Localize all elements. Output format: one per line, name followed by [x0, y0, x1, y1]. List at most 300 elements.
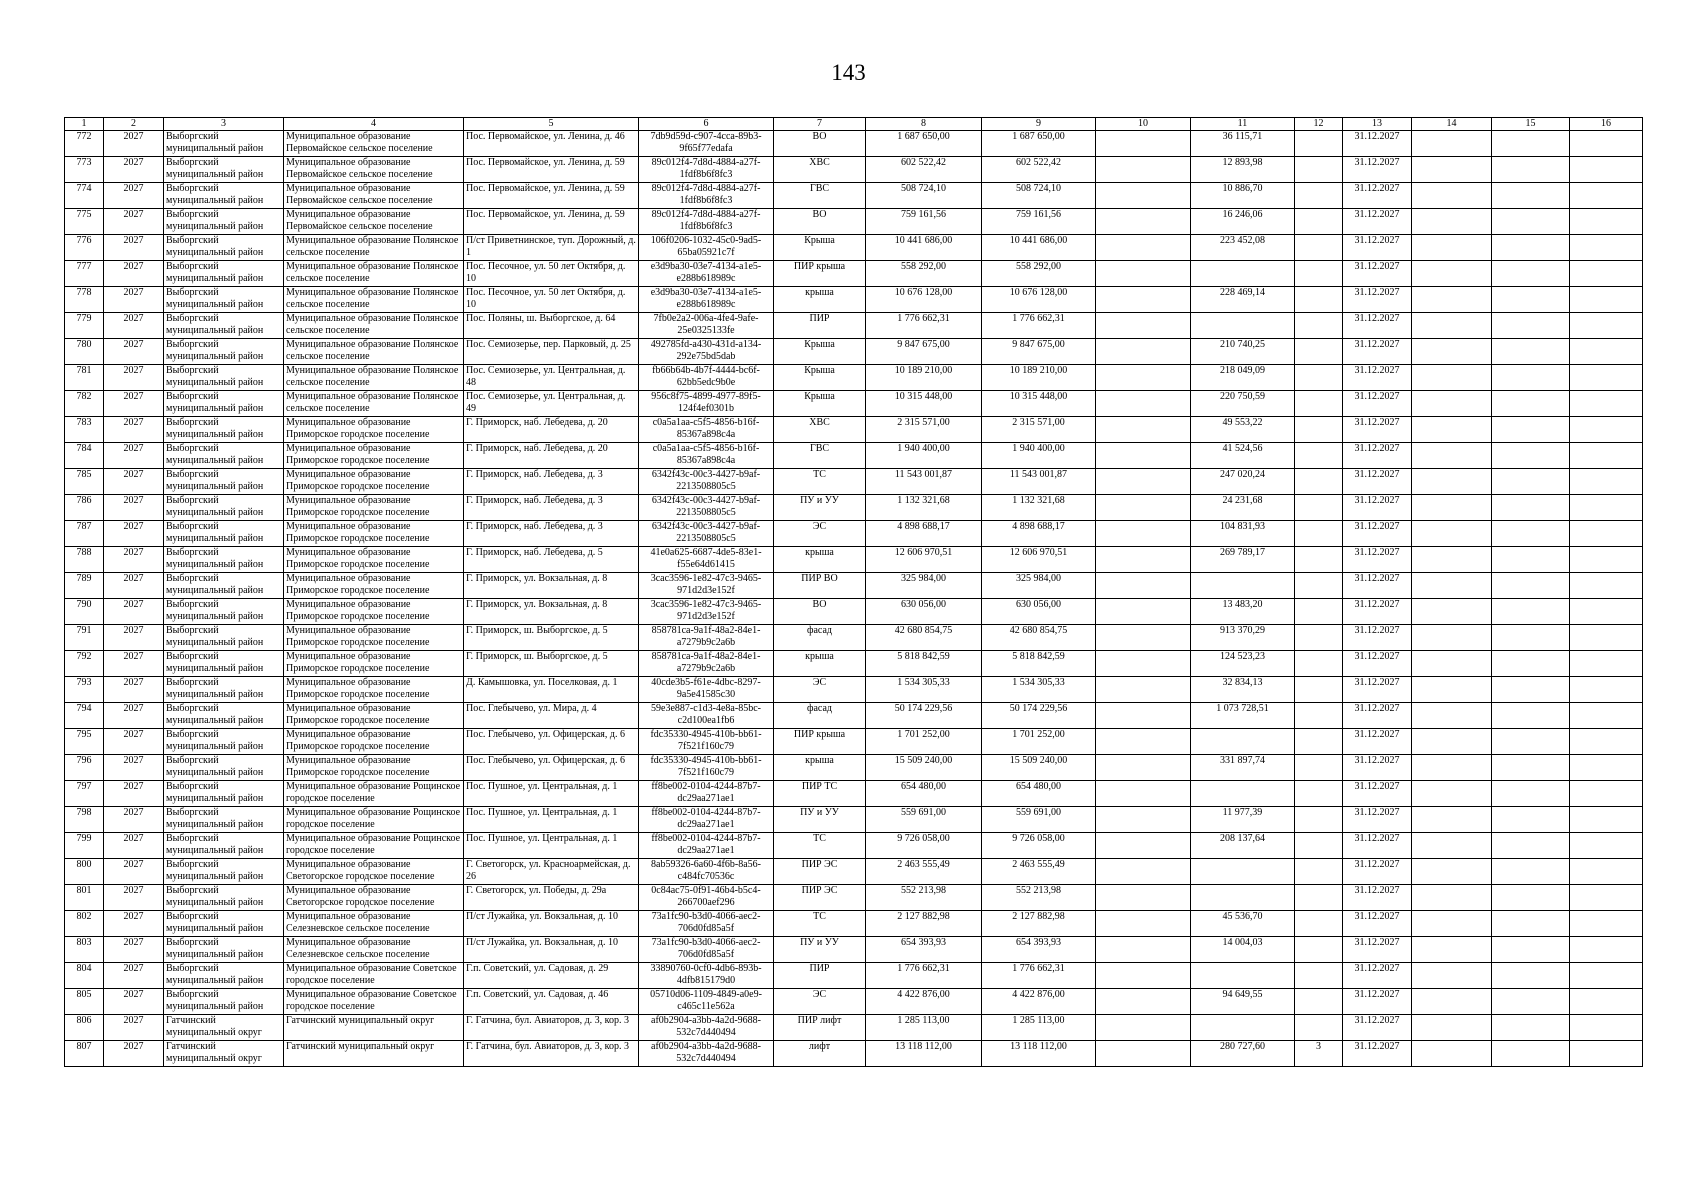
table-cell: [1412, 573, 1492, 599]
table-cell: [1570, 573, 1643, 599]
table-cell: Выборгский муниципальный район: [164, 573, 284, 599]
table-row: [65, 157, 1643, 183]
table-cell: [1412, 963, 1492, 989]
table-cell: Муниципальное образование Полянское сельское поселение: [284, 391, 464, 417]
table-cell: [1295, 729, 1343, 755]
table-cell: [1191, 963, 1295, 989]
table-cell: [1570, 833, 1643, 859]
table-cell: [1096, 495, 1191, 521]
table-cell: 2027: [104, 963, 164, 989]
table-row: [65, 547, 1643, 573]
column-number: 14: [1412, 118, 1492, 131]
table-cell: 2027: [104, 755, 164, 781]
table-cell: 2027: [104, 261, 164, 287]
table-cell: 2027: [104, 729, 164, 755]
table-cell: ЭС: [774, 677, 866, 703]
table-cell: [1412, 157, 1492, 183]
table-cell: [1492, 885, 1570, 911]
table-cell: 2027: [104, 625, 164, 651]
table-cell: 13 118 112,00: [982, 1041, 1096, 1067]
table-cell: [1492, 677, 1570, 703]
table-cell: 5 818 842,59: [982, 651, 1096, 677]
table-cell: 1 285 113,00: [866, 1015, 982, 1041]
table-cell: [1492, 963, 1570, 989]
table-cell: 31.12.2027: [1343, 417, 1412, 443]
table-cell: [1295, 755, 1343, 781]
table-cell: Пос. Глебычево, ул. Офицерская, д. 6: [464, 729, 639, 755]
table-cell: [1191, 781, 1295, 807]
table-cell: Крыша: [774, 391, 866, 417]
table-cell: 2027: [104, 469, 164, 495]
table-cell: Пос. Первомайское, ул. Ленина, д. 59: [464, 183, 639, 209]
table-cell: 45 536,70: [1191, 911, 1295, 937]
table-cell: [1492, 573, 1570, 599]
table-cell: Выборгский муниципальный район: [164, 547, 284, 573]
table-row: [65, 677, 1643, 703]
table-cell: [1412, 235, 1492, 261]
table-cell: 2027: [104, 365, 164, 391]
table-row: [65, 963, 1643, 989]
table-cell: ПИР ВО: [774, 573, 866, 599]
table-cell: [1096, 807, 1191, 833]
data-table: [64, 117, 1643, 1067]
table-cell: [1412, 1015, 1492, 1041]
table-cell: 803: [65, 937, 104, 963]
table-cell: [1096, 1041, 1191, 1067]
table-cell: Выборгский муниципальный район: [164, 365, 284, 391]
table-cell: [1492, 365, 1570, 391]
table-cell: 31.12.2027: [1343, 989, 1412, 1015]
table-cell: 2027: [104, 313, 164, 339]
table-cell: 782: [65, 391, 104, 417]
table-cell: Г. Приморск, ш. Выборгское, д. 5: [464, 625, 639, 651]
table-cell: [1492, 1015, 1570, 1041]
table-cell: Муниципальное образование Первомайское сельское поселение: [284, 183, 464, 209]
table-cell: 2027: [104, 1041, 164, 1067]
table-cell: [1295, 833, 1343, 859]
table-row: [65, 521, 1643, 547]
table-cell: Пос. Глебычево, ул. Мира, д. 4: [464, 703, 639, 729]
table-cell: [1412, 703, 1492, 729]
table-cell: Муниципальное образование Советское городское поселение: [284, 963, 464, 989]
table-cell: 10 441 686,00: [866, 235, 982, 261]
table-cell: [1295, 963, 1343, 989]
table-cell: 31.12.2027: [1343, 963, 1412, 989]
table-cell: [1096, 391, 1191, 417]
table-cell: 94 649,55: [1191, 989, 1295, 1015]
table-cell: 31.12.2027: [1343, 183, 1412, 209]
table-cell: 913 370,29: [1191, 625, 1295, 651]
table-cell: 31.12.2027: [1343, 391, 1412, 417]
table-cell: [1295, 703, 1343, 729]
table-cell: [1096, 859, 1191, 885]
table-cell: 781: [65, 365, 104, 391]
table-cell: 6342f43c-00c3-4427-b9af-2213508805c5: [639, 469, 774, 495]
table-cell: [1096, 131, 1191, 157]
table-cell: [1492, 625, 1570, 651]
table-cell: Муниципальное образование Светогорское городское поселение: [284, 885, 464, 911]
table-cell: Выборгский муниципальный район: [164, 755, 284, 781]
table-cell: 31.12.2027: [1343, 885, 1412, 911]
table-cell: [1412, 677, 1492, 703]
table-cell: Г. Гатчина, бул. Авиаторов, д. 3, кор. 3: [464, 1015, 639, 1041]
table-cell: 31.12.2027: [1343, 131, 1412, 157]
table-cell: 11 977,39: [1191, 807, 1295, 833]
table-cell: Выборгский муниципальный район: [164, 937, 284, 963]
table-row: [65, 313, 1643, 339]
table-cell: 3: [1295, 1041, 1343, 1067]
table-cell: Выборгский муниципальный район: [164, 703, 284, 729]
table-cell: [1191, 729, 1295, 755]
column-number: 10: [1096, 118, 1191, 131]
table-cell: [1412, 599, 1492, 625]
table-cell: [1492, 131, 1570, 157]
table-cell: Выборгский муниципальный район: [164, 235, 284, 261]
table-cell: 31.12.2027: [1343, 599, 1412, 625]
table-cell: 218 049,09: [1191, 365, 1295, 391]
table-cell: Г. Приморск, наб. Лебедева, д. 3: [464, 495, 639, 521]
table-cell: 1 687 650,00: [866, 131, 982, 157]
table-cell: Муниципальное образование Приморское городское поселение: [284, 573, 464, 599]
table-row: [65, 391, 1643, 417]
table-cell: 73a1fc90-b3d0-4066-aec2-706d0fd85a5f: [639, 937, 774, 963]
table-cell: 31.12.2027: [1343, 729, 1412, 755]
table-cell: 31.12.2027: [1343, 521, 1412, 547]
table-cell: [1096, 781, 1191, 807]
table-cell: Пос. Песочное, ул. 50 лет Октября, д. 10: [464, 287, 639, 313]
table-cell: [1412, 833, 1492, 859]
table-cell: 1 687 650,00: [982, 131, 1096, 157]
table-cell: ХВС: [774, 157, 866, 183]
table-cell: 16 246,06: [1191, 209, 1295, 235]
table-cell: Выборгский муниципальный район: [164, 989, 284, 1015]
table-cell: [1295, 911, 1343, 937]
table-cell: 9 726 058,00: [866, 833, 982, 859]
table-cell: 325 984,00: [866, 573, 982, 599]
table-cell: 793: [65, 677, 104, 703]
table-cell: [1295, 807, 1343, 833]
table-cell: 1 776 662,31: [866, 963, 982, 989]
table-cell: e3d9ba30-03e7-4134-a1e5-e288b618989c: [639, 287, 774, 313]
table-cell: [1570, 703, 1643, 729]
table-cell: 2027: [104, 521, 164, 547]
table-cell: 630 056,00: [866, 599, 982, 625]
table-cell: Выборгский муниципальный район: [164, 677, 284, 703]
column-number: 9: [982, 118, 1096, 131]
table-cell: 1 534 305,33: [982, 677, 1096, 703]
table-cell: [1191, 573, 1295, 599]
table-cell: 654 480,00: [866, 781, 982, 807]
table-cell: 2027: [104, 937, 164, 963]
table-cell: [1570, 1041, 1643, 1067]
table-cell: [1570, 183, 1643, 209]
table-cell: 1 776 662,31: [866, 313, 982, 339]
table-cell: [1096, 1015, 1191, 1041]
table-cell: 552 213,98: [866, 885, 982, 911]
table-cell: [1412, 885, 1492, 911]
table-cell: [1570, 157, 1643, 183]
table-row: [65, 417, 1643, 443]
table-cell: лифт: [774, 1041, 866, 1067]
table-cell: [1492, 781, 1570, 807]
table-cell: [1570, 625, 1643, 651]
table-cell: [1191, 313, 1295, 339]
table-cell: 31.12.2027: [1343, 339, 1412, 365]
table-cell: [1412, 261, 1492, 287]
table-cell: Крыша: [774, 235, 866, 261]
table-cell: [1096, 521, 1191, 547]
table-cell: [1295, 183, 1343, 209]
table-cell: [1096, 339, 1191, 365]
column-number: 8: [866, 118, 982, 131]
table-cell: [1492, 651, 1570, 677]
table-cell: 1 701 252,00: [982, 729, 1096, 755]
table-cell: [1412, 131, 1492, 157]
table-cell: [1570, 1015, 1643, 1041]
table-cell: 31.12.2027: [1343, 1041, 1412, 1067]
table-cell: Муниципальное образование Приморское городское поселение: [284, 521, 464, 547]
table-cell: 31.12.2027: [1343, 313, 1412, 339]
table-row: [65, 495, 1643, 521]
table-cell: [1570, 521, 1643, 547]
table-row: [65, 287, 1643, 313]
table-cell: 858781ca-9a1f-48a2-84e1-a7279b9c2a6b: [639, 625, 774, 651]
table-cell: [1492, 339, 1570, 365]
table-row: [65, 937, 1643, 963]
table-cell: 559 691,00: [866, 807, 982, 833]
column-number: 3: [164, 118, 284, 131]
table-cell: [1492, 313, 1570, 339]
table-cell: 106f0206-1032-45c0-9ad5-65ba05921c7f: [639, 235, 774, 261]
table-cell: 602 522,42: [982, 157, 1096, 183]
table-row: [65, 573, 1643, 599]
table-cell: Выборгский муниципальный район: [164, 625, 284, 651]
table-row: [65, 755, 1643, 781]
table-cell: Выборгский муниципальный район: [164, 807, 284, 833]
table-cell: c0a5a1aa-c5f5-4856-b16f-85367a898c4a: [639, 443, 774, 469]
table-cell: 2027: [104, 287, 164, 313]
table-cell: Пос. Глебычево, ул. Офицерская, д. 6: [464, 755, 639, 781]
table-cell: 2 463 555,49: [866, 859, 982, 885]
table-cell: 15 509 240,00: [866, 755, 982, 781]
table-cell: 49 553,22: [1191, 417, 1295, 443]
table-cell: Выборгский муниципальный район: [164, 521, 284, 547]
table-cell: 31.12.2027: [1343, 157, 1412, 183]
table-cell: 325 984,00: [982, 573, 1096, 599]
table-cell: Выборгский муниципальный район: [164, 183, 284, 209]
table-cell: ЭС: [774, 521, 866, 547]
table-cell: [1570, 209, 1643, 235]
table-cell: Муниципальное образование Приморское городское поселение: [284, 755, 464, 781]
table-cell: 777: [65, 261, 104, 287]
table-cell: [1096, 313, 1191, 339]
table-cell: 774: [65, 183, 104, 209]
table-cell: Выборгский муниципальный район: [164, 963, 284, 989]
table-cell: 31.12.2027: [1343, 781, 1412, 807]
table-cell: [1096, 157, 1191, 183]
table-cell: 780: [65, 339, 104, 365]
table-cell: [1096, 937, 1191, 963]
table-cell: [1295, 443, 1343, 469]
table-row: [65, 807, 1643, 833]
table-cell: [1570, 365, 1643, 391]
table-cell: Муниципальное образование Селезневское сельское поселение: [284, 937, 464, 963]
table-cell: Выборгский муниципальный район: [164, 651, 284, 677]
table-cell: 2027: [104, 703, 164, 729]
table-cell: 654 393,93: [866, 937, 982, 963]
table-cell: 789: [65, 573, 104, 599]
table-cell: [1191, 1015, 1295, 1041]
table-cell: [1096, 989, 1191, 1015]
table-cell: [1570, 443, 1643, 469]
table-cell: [1570, 755, 1643, 781]
table-cell: [1412, 495, 1492, 521]
table-cell: 31.12.2027: [1343, 469, 1412, 495]
table-cell: Муниципальное образование Приморское городское поселение: [284, 417, 464, 443]
table-cell: [1492, 911, 1570, 937]
table-cell: 36 115,71: [1191, 131, 1295, 157]
table-cell: 42 680 854,75: [982, 625, 1096, 651]
column-number: 7: [774, 118, 866, 131]
table-cell: [1570, 859, 1643, 885]
table-cell: Муниципальное образование Приморское городское поселение: [284, 651, 464, 677]
table-cell: 13 483,20: [1191, 599, 1295, 625]
table-cell: [1492, 183, 1570, 209]
table-cell: ХВС: [774, 417, 866, 443]
table-cell: Муниципальное образование Полянское сельское поселение: [284, 365, 464, 391]
table-cell: 31.12.2027: [1343, 287, 1412, 313]
table-cell: 73a1fc90-b3d0-4066-aec2-706d0fd85a5f: [639, 911, 774, 937]
table-cell: 778: [65, 287, 104, 313]
table-cell: 31.12.2027: [1343, 573, 1412, 599]
table-cell: 4 422 876,00: [866, 989, 982, 1015]
table-cell: 208 137,64: [1191, 833, 1295, 859]
table-cell: 798: [65, 807, 104, 833]
table-cell: Выборгский муниципальный район: [164, 417, 284, 443]
table-cell: 9 726 058,00: [982, 833, 1096, 859]
table-cell: [1295, 235, 1343, 261]
column-number: 13: [1343, 118, 1412, 131]
table-cell: Муниципальное образование Приморское городское поселение: [284, 677, 464, 703]
table-cell: [1492, 495, 1570, 521]
table-cell: ПУ и УУ: [774, 937, 866, 963]
table-cell: 89c012f4-7d8d-4884-a27f-1fdf8b6f8fc3: [639, 157, 774, 183]
table-cell: [1295, 339, 1343, 365]
table-cell: 807: [65, 1041, 104, 1067]
table-cell: 1 132 321,68: [866, 495, 982, 521]
table-row: [65, 261, 1643, 287]
table-cell: 12 606 970,51: [982, 547, 1096, 573]
table-cell: [1492, 547, 1570, 573]
table-cell: [1295, 937, 1343, 963]
table-cell: [1412, 989, 1492, 1015]
table-row: [65, 443, 1643, 469]
table-cell: [1412, 625, 1492, 651]
table-cell: [1096, 911, 1191, 937]
table-cell: Гатчинский муниципальный округ: [284, 1015, 464, 1041]
table-cell: ПИР ТС: [774, 781, 866, 807]
table-cell: Выборгский муниципальный район: [164, 885, 284, 911]
table-cell: [1191, 859, 1295, 885]
table-cell: 31.12.2027: [1343, 651, 1412, 677]
table-cell: [1570, 729, 1643, 755]
table-cell: [1295, 391, 1343, 417]
table-cell: 759 161,56: [866, 209, 982, 235]
table-cell: 799: [65, 833, 104, 859]
table-cell: Выборгский муниципальный район: [164, 599, 284, 625]
table-cell: Пос. Песочное, ул. 50 лет Октября, д. 10: [464, 261, 639, 287]
table-cell: ПИР ЭС: [774, 885, 866, 911]
table-row: [65, 989, 1643, 1015]
table-cell: 805: [65, 989, 104, 1015]
table-cell: 31.12.2027: [1343, 833, 1412, 859]
table-cell: 41e0a625-6687-4de5-83e1-f55e64d61415: [639, 547, 774, 573]
table-cell: 10 315 448,00: [866, 391, 982, 417]
table-cell: 210 740,25: [1191, 339, 1295, 365]
table-cell: 1 776 662,31: [982, 963, 1096, 989]
table-cell: [1412, 443, 1492, 469]
table-cell: [1492, 469, 1570, 495]
column-number: 5: [464, 118, 639, 131]
column-number: 6: [639, 118, 774, 131]
table-cell: 956c8f75-4899-4977-89f5-124f4ef0301b: [639, 391, 774, 417]
table-cell: [1570, 781, 1643, 807]
table-cell: 2027: [104, 131, 164, 157]
table-cell: Пос. Пушное, ул. Центральная, д. 1: [464, 833, 639, 859]
table-cell: Муниципальное образование Полянское сельское поселение: [284, 313, 464, 339]
table-cell: [1570, 807, 1643, 833]
table-cell: 6342f43c-00c3-4427-b9af-2213508805c5: [639, 495, 774, 521]
table-cell: Гатчинский муниципальный округ: [164, 1041, 284, 1067]
table-cell: 4 422 876,00: [982, 989, 1096, 1015]
table-cell: 05710d06-1109-4849-a0e9-c465c11e562a: [639, 989, 774, 1015]
table-cell: 1 940 400,00: [982, 443, 1096, 469]
table-cell: Выборгский муниципальный район: [164, 781, 284, 807]
table-cell: Пос. Семиозерье, ул. Центральная, д. 49: [464, 391, 639, 417]
table-cell: Муниципальное образование Полянское сельское поселение: [284, 339, 464, 365]
table-cell: 10 676 128,00: [866, 287, 982, 313]
table-cell: [1295, 859, 1343, 885]
table-cell: ЭС: [774, 989, 866, 1015]
table-cell: 7db9d59d-c907-4cca-89b3-9f65f77edafa: [639, 131, 774, 157]
table-cell: [1096, 365, 1191, 391]
table-cell: 801: [65, 885, 104, 911]
table-cell: 12 606 970,51: [866, 547, 982, 573]
table-cell: Муниципальное образование Первомайское сельское поселение: [284, 131, 464, 157]
table-cell: [1295, 547, 1343, 573]
table-cell: 2027: [104, 599, 164, 625]
table-cell: [1191, 885, 1295, 911]
table-cell: Муниципальное образование Полянское сельское поселение: [284, 261, 464, 287]
table-cell: [1295, 209, 1343, 235]
table-cell: Муниципальное образование Селезневское сельское поселение: [284, 911, 464, 937]
table-cell: 2 315 571,00: [866, 417, 982, 443]
table-cell: [1412, 781, 1492, 807]
table-cell: 247 020,24: [1191, 469, 1295, 495]
table-cell: 1 534 305,33: [866, 677, 982, 703]
table-cell: [1412, 755, 1492, 781]
column-number: 1: [65, 118, 104, 131]
table-cell: 558 292,00: [866, 261, 982, 287]
table-cell: Муниципальное образование Приморское городское поселение: [284, 495, 464, 521]
table-cell: 630 056,00: [982, 599, 1096, 625]
table-cell: Г. Приморск, ул. Вокзальная, д. 8: [464, 573, 639, 599]
table-cell: 558 292,00: [982, 261, 1096, 287]
table-cell: [1570, 547, 1643, 573]
table-cell: 8ab59326-6a60-4f6b-8a56-c484fc70536c: [639, 859, 774, 885]
table-cell: [1096, 261, 1191, 287]
table-cell: 31.12.2027: [1343, 495, 1412, 521]
